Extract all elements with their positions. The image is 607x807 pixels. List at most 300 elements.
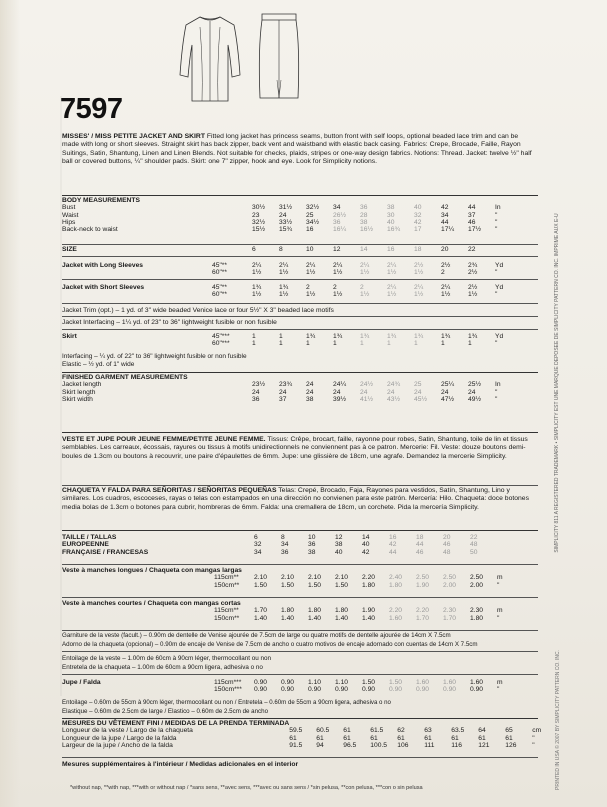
metric-yardage-short [62,600,517,622]
table-cell: 38 [335,541,343,549]
table-cell: Skirt length [62,388,96,396]
table-cell [414,374,441,381]
table-cell: 20 [441,246,449,253]
table-cell [495,374,515,381]
table-cell [389,600,416,607]
table-cell: 150cm** [214,614,240,622]
divider [62,597,538,598]
table-cell: 38 [306,395,314,403]
table-cell: 1.90 [416,581,430,589]
divider [62,303,538,304]
table-cell: 32 [414,211,422,219]
table-cell [214,534,254,541]
table-cell [532,720,552,727]
table-cell: 32½ [252,218,266,226]
entoilage: Entoilage de la veste – 1.00m de 60cm à 90cm léger, thermocollant ou non [62,655,271,662]
table-cell: 24¼ [333,381,347,389]
table-cell: 1.80 [362,581,376,589]
table-cell: 1 [306,340,310,348]
table-cell: 2.50 [416,574,430,582]
table-row [62,720,552,727]
table-cell: 1½ [252,269,262,277]
table-cell: 1.80 [308,607,322,615]
table-cell: Yd [495,333,504,340]
table-cell: 18 [414,246,422,253]
table-cell [397,720,424,727]
table-cell: 116 [451,741,462,749]
table-cell: 45"*** [212,333,230,340]
table-cell [212,197,252,204]
table-cell: 44 [389,548,397,556]
divider [62,485,538,486]
table-cell: 2¼ [306,262,316,269]
table-cell: 115cm** [214,607,239,615]
table-cell [416,600,443,607]
table-cell: " [497,686,500,694]
table-cell: " [532,734,535,742]
table-cell: 1.50 [281,581,295,589]
table-cell: 61.5 [370,727,384,735]
table-cell: 61 [343,734,351,742]
table-cell: 1¾ [306,333,316,340]
divider [62,651,538,652]
table-cell: 36 [333,218,341,226]
table-cell: 16 [389,534,397,541]
divider [62,279,538,280]
jupe-yardage [62,679,517,694]
table-cell: 60.5 [316,727,330,735]
table-cell: 39½ [333,395,347,403]
table-cell [335,600,362,607]
table-cell: 0.90 [254,679,268,686]
table-cell: " [495,388,498,396]
table-cell: 61 [397,734,405,742]
table-cell [387,374,414,381]
french-description: VESTE ET JUPE POUR JEUNE FEMME/PETITE JEUNE FEMME. Tissus: Crêpe, brocart, faille, rayonne pour robes, Satin, Shantung, toile de lin et tissus semblables. Les carreaux, écossais, rayures ou tissus à motifs unidirectionnels ne conviennent pas à ce patron. Mercerie: Fil. Veste: douze boutons demi-boules de 1.3cm ou boutons à recouvrir, une paire d'épaulettes de 6mm. Jupe: une glissière de 18cm, une agrafe. Demandez la mercerie Simplicity. [62,436,528,460]
table-cell: 111 [424,741,435,749]
table-cell: 1 [333,340,337,348]
table-cell: 42 [362,548,370,556]
table-cell: " [495,211,498,219]
table-cell: 1.70 [416,614,430,622]
body-measurements-header: BODY MEASUREMENTS [62,197,140,204]
table-cell: 36 [308,541,316,549]
table-cell: 0.90 [470,686,484,694]
table-cell: 2.10 [254,574,268,582]
table-cell: 26½ [333,211,347,219]
table-cell: " [495,340,498,348]
table-cell [212,212,252,219]
table-row [62,396,515,403]
table-cell: 2½ [468,284,478,291]
table-cell: 1¾ [387,333,397,340]
entoilage-jupe: Entoilage – 0.60m de 55cm à 90cm léger, thermocollant ou non / Entretela – 0.60m de 55cm a 90cm ligera, adhesiva o no [62,699,391,706]
table-cell: 36 [281,548,289,556]
table-cell: 2¼ [387,262,397,269]
table-cell: 0.90 [281,686,295,694]
table-cell: 17¼ [441,226,455,234]
table-cell [478,720,505,727]
table-cell: 1.50 [335,581,349,589]
table-cell: m [497,607,503,615]
table-cell: 0.90 [308,686,322,694]
table-cell: 16 [306,226,314,234]
paper-edge [0,0,20,807]
table-row [62,226,515,233]
table-cell: 32½ [306,204,320,212]
table-cell: 2 [441,269,445,277]
table-cell: 42 [414,218,422,226]
pattern-number: 7597 [60,93,123,125]
divider [62,372,538,373]
table-cell: 50 [470,548,478,556]
table-cell: Longueur de la veste / Largo de la chaqueta [62,727,193,735]
table-row [62,615,517,622]
table-cell: 34½ [306,218,320,226]
yardage-short-sleeves [62,284,515,299]
table-cell: 41½ [360,395,374,403]
table-cell: " [495,226,498,234]
table-cell [505,720,532,727]
table-row [62,262,515,269]
table-cell: 61 [478,734,486,742]
table-cell: 106 [397,741,409,749]
table-cell [281,567,308,574]
table-cell [495,246,515,253]
table-cell: 2¼ [279,262,289,269]
table-cell: 121 [478,741,490,749]
table-cell: 2¼ [387,284,397,291]
table-cell: 42 [441,204,449,212]
table-cell [497,567,517,574]
table-cell [362,600,389,607]
table-cell: 1.10 [308,679,322,686]
table-cell: 1 [252,333,256,340]
side-copyright: PRINTED IN USA © 2007 BY SIMPLICITY PATTERN CO. INC. [555,649,561,790]
jacket-trim: Jacket Trim (opt.) – 1 yd. of 3" wide beaded Venice lace or four 5½" X 3" beaded lace motifs [62,307,334,314]
table-cell [254,567,281,574]
table-cell [62,291,212,298]
table-cell: 2.10 [281,574,295,582]
table-cell: 23 [252,211,260,219]
table-cell: 65 [505,727,513,735]
table-cell [212,204,252,211]
table-cell: 34 [441,211,449,219]
table-cell: 1.90 [362,607,376,615]
table-cell: 2½ [468,269,478,277]
table-cell: 1.70 [254,607,268,615]
table-cell: 30½ [252,204,266,212]
table-cell: 17½ [468,226,482,234]
table-cell: 6 [254,534,258,541]
table-cell: 31½ [279,204,293,212]
table-cell: 1.50 [389,679,403,686]
table-cell: 96.5 [343,741,357,749]
table-cell: 32 [254,541,262,549]
table-cell: 2.30 [470,607,484,615]
table-cell [424,720,451,727]
table-cell: 15½ [252,226,266,234]
table-cell: 2¾ [468,262,478,269]
table-row [62,534,517,541]
table-cell: 1½ [468,291,478,299]
table-row [62,582,517,589]
table-cell: 115cm*** [214,679,242,686]
table-row [62,204,515,211]
table-cell [62,686,214,693]
table-cell [62,607,214,614]
table-cell [308,600,335,607]
table-cell: 16¼ [333,226,347,234]
table-cell: 1¾ [252,284,262,291]
table-cell [468,197,495,204]
table-cell: 2 [306,284,310,291]
table-cell: 61 [289,734,297,742]
table-cell: 38 [387,204,395,212]
table-row [62,269,515,276]
entretela: Entretela de la chaqueta – 1.00m de 60cm a 90cm ligera, adhesiva o no [62,664,263,671]
table-cell: 40 [362,541,370,549]
table-cell: 2.20 [389,607,403,615]
table-cell: 1½ [360,291,370,299]
table-cell [343,720,370,727]
table-cell: 1.40 [308,614,322,622]
table-cell: 126 [505,741,517,749]
table-cell: 1.50 [362,679,376,686]
table-cell: 16½ [360,226,374,234]
table-cell: 1.60 [470,679,484,686]
table-cell: 150cm*** [214,686,242,694]
table-row [62,219,515,226]
yardage-long-sleeves [62,262,515,277]
table-cell: 61 [451,734,459,742]
table-cell: 1¾ [441,333,451,340]
table-cell: 1.80 [470,614,484,622]
table-cell: 1¾ [360,333,370,340]
skirt-back-drawing [254,8,304,103]
table-cell: 36 [252,395,260,403]
table-cell [308,567,335,574]
table-cell [441,374,468,381]
table-cell: 0.90 [281,679,295,686]
jacket-interfacing: Jacket Interfacing – 1¼ yd. of 23" to 36" lightweight fusible or non fusible [62,319,277,326]
description [62,133,534,166]
table-cell [62,582,214,589]
table-cell: 46 [468,218,476,226]
table-row [62,679,517,686]
table-cell: 24 [333,388,341,396]
divider [62,564,538,565]
body-measurements-table [62,197,515,233]
table-row [62,686,517,693]
table-cell: Jacket with Long Sleeves [62,262,144,269]
table-cell: 8 [279,246,283,253]
table-cell: 61 [343,727,351,735]
table-cell: 2½ [441,262,451,269]
table-cell: 12 [335,534,343,541]
table-cell: 45"** [212,284,228,291]
adorno: Adorno de la chaqueta (opcional) – 0.90m de encaje de Venise de 7.5cm de ancho o cuatro motivos de encaje adornado con cuentas de 14cm X 7.5cm [62,641,478,648]
table-cell: Jacket length [62,381,102,389]
table-cell: 14 [360,246,368,253]
table-cell [443,600,470,607]
table-cell: 33½ [279,218,293,226]
table-cell: 24 [306,381,314,389]
table-cell: 0.90 [443,686,457,694]
table-cell: 1¾ [468,333,478,340]
table-cell: 1½ [414,291,424,299]
divider [62,432,538,433]
table-cell: 24¾ [387,381,401,389]
table-cell [362,567,389,574]
table-cell: 94 [316,741,324,749]
table-cell: 17 [414,226,422,234]
table-cell: 64 [478,727,486,735]
elastique: Elastique – 0.60m de 2.5cm de large / Elastico – 0.60m de 2.5cm de ancho [62,708,269,715]
table-cell: 1 [360,340,364,348]
table-cell [212,381,252,388]
table-row [62,549,517,556]
table-cell: 1 [279,340,283,348]
table-cell [62,340,212,347]
table-cell: 1.80 [389,581,403,589]
table-cell: 44 [416,541,424,549]
table-cell: 1 [252,340,256,348]
table-cell: 45½ [414,395,428,403]
table-row [62,381,515,388]
table-cell: 2.50 [443,574,457,582]
table-cell: 2 [360,284,364,291]
table-cell: 15¾ [279,226,293,234]
table-cell: 36 [360,204,368,212]
skirt-elastic: Elastic – ½ yd. of 1" wide [62,361,135,368]
table-cell [212,396,252,403]
table-cell [214,541,254,548]
table-cell: 2.40 [389,574,403,582]
table-cell: Back-neck to waist [62,226,118,234]
table-cell [497,534,517,541]
table-cell: 1½ [333,269,343,277]
table-cell [306,374,333,381]
table-cell: 2.20 [362,574,376,582]
table-cell: " [495,218,498,226]
table-cell: 24½ [360,381,374,389]
divider [62,316,538,317]
supplementary-measurements: Mesures supplémentaires à l'intérieur / Medidas adicionales en el interior [62,761,299,768]
table-cell [212,374,252,381]
table-cell: 1.60 [389,614,403,622]
table-cell: Waist [62,211,79,219]
description-body: Fitted long jacket has princess seams, button front with self loops, optional beaded lace trim and can be made with long or short sleeves. Straight skirt has back zipper, back vent and waistband with elastic back casing. Fabrics: Crepe, Brocade, Faille, Rayon Suitings, Satin, Shantung, Linen and Linen Blends. Not suitable for checks, plaids, stripes or one-way design fabrics. Notions: Thread. Jacket: twelve ½" half ball or covered buttons, ¼" shoulder pads. Skirt: one 7" zipper, hook and eye. Look for Simplicity notions. [62,133,532,165]
table-cell: 2¼ [252,262,262,269]
table-cell: 1½ [333,291,343,299]
table-cell [497,600,517,607]
table-cell [443,567,470,574]
table-cell: Longueur de la jupe / Largo de la falda [62,734,177,742]
table-cell: FINISHED GARMENT MEASUREMENTS [62,374,188,381]
table-cell: 1 [387,340,391,348]
table-cell [497,549,517,556]
table-row [62,607,517,614]
divider [62,530,538,531]
table-row [62,735,552,742]
table-cell: Largeur de la jupe / Ancho de la falda [62,741,173,749]
table-cell: 2.00 [470,581,484,589]
table-cell [470,567,497,574]
table-cell [212,389,252,396]
table-cell: 2¼ [333,262,343,269]
table-cell: 46 [443,541,451,549]
table-cell: 61 [370,734,378,742]
table-cell: 0.90 [416,686,430,694]
table-cell: Yd [495,262,504,269]
table-cell: " [495,269,498,277]
table-cell [212,246,252,253]
table-cell: " [497,614,500,622]
table-cell [333,374,360,381]
table-cell: 150cm** [214,581,240,589]
table-cell: 46 [416,548,424,556]
table-cell: 1.60 [443,679,457,686]
table-cell: " [495,291,498,299]
table-cell [387,197,414,204]
table-cell: 2.30 [443,607,457,615]
table-cell: 34 [333,204,341,212]
table-cell: 2.00 [443,581,457,589]
table-cell: 59.5 [289,727,303,735]
table-cell: 44 [468,204,476,212]
table-cell: 34 [254,548,262,556]
table-cell: 1.40 [362,614,376,622]
table-cell: 45"** [212,262,228,269]
table-row [62,340,515,347]
table-cell: In [495,204,501,212]
table-cell [441,197,468,204]
table-cell: 47½ [441,395,455,403]
table-cell: 60"** [212,269,228,277]
table-cell: 10 [306,246,314,253]
table-cell [389,567,416,574]
table-cell [254,600,281,607]
table-cell: 22 [468,246,476,253]
table-row [62,291,515,298]
table-cell: 24 [387,388,395,396]
skirt-interfacing: Interfacing – ¼ yd. of 22" to 36" lightweight fusible or non fusible [62,353,247,360]
table-cell: 37 [468,211,476,219]
table-cell: Yd [495,284,504,291]
table-cell [62,574,214,581]
table-cell: 1½ [387,269,397,277]
table-cell: 25 [306,211,314,219]
table-cell: 25¼ [441,381,455,389]
table-cell: 1½ [306,269,316,277]
table-cell: 44 [441,218,449,226]
table-cell: 1.80 [281,607,295,615]
table-cell [62,615,214,622]
side-trademark-text: SIMPLICITY 811 A REGISTERED TRADEMARK • SIMPLICITY EST UNE MARQUE DEPOSEE DE SIMPLICITY PATTERN CO. INC. IMPRIME AUX E-U [554,213,560,553]
table-cell: 23½ [252,381,266,389]
table-cell: 1½ [360,269,370,277]
table-cell [414,197,441,204]
table-cell [316,720,343,727]
table-cell: Jacket with Short Sleeves [62,284,145,291]
table-row [62,600,517,607]
table-cell: 63 [424,727,432,735]
metric-yardage-long [62,567,517,589]
table-cell: 22 [470,534,478,541]
spanish-description: CHAQUETA Y FALDA PARA SEÑORITAS / SEÑORITAS PEQUEÑAS Telas: Crepé, Brocado, Faja, Rayones para vestidos, Satín, Shantung, Lino y similares. Los cuadros, escoceses, rayas o telas con estampados en una dirección no convienen para este patrón. Mercería: Hilo. Chaqueta: doce botones media bolas de 1.3cm o botones para cubrir, hombreras de 6mm. Falda: una cremallera de 18cm, un corchete. Pida la mercería Simplicity. [62,487,529,511]
finished-garment-table [62,374,515,403]
